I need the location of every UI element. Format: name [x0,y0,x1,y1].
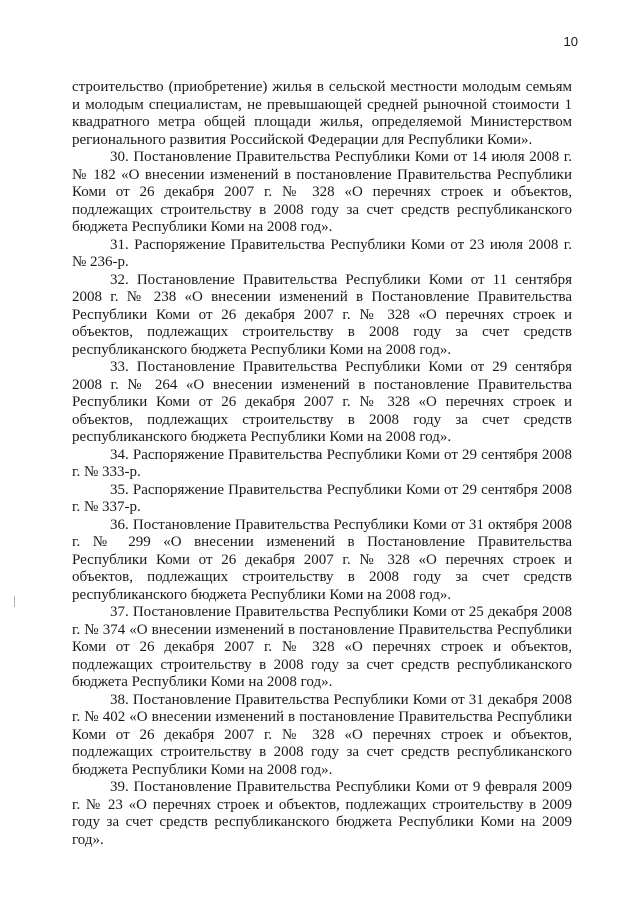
page-number: 10 [563,34,578,49]
list-item-36: 36. Постановление Правительства Республики Коми от 31 октября 2008 г. № 299 «О внесении изменений в Постановление Правительства Республики Коми от 26 декабря 2007 г. № 328 «О перечнях строек и объектов, подлежащих строительству в 2008 году за счет средств республиканского бюджета Республики Коми на 2008 год». [72,516,572,603]
list-item-34: 34. Распоряжение Правительства Республики Коми от 29 сентября 2008 г. № 333-р. [72,446,572,480]
list-item-33: 33. Постановление Правительства Республики Коми от 29 сентября 2008 г. № 264 «О внесении изменений в постановление Правительства Республики Коми от 26 декабря 2007 г. № 328 «О перечнях строек и объектов, подлежащих строительству в 2008 году за счет средств республиканского бюджета Республики Коми на 2008 год». [72,359,572,445]
list-item-37: 37. Постановление Правительства Республики Коми от 25 декабря 2008 г. № 374 «О внесении изменений в постановление Правительства Республики Коми от 26 декабря 2007 г. № 328 «О перечнях строек и объектов, подлежащих строительству в 2008 году за счет средств республиканского бюджета Республики Коми на 2008 год». [72,604,572,690]
document-body [72,79,572,849]
list-item-30: 30. Постановление Правительства Республики Коми от 14 июля 2008 г. № 182 «О внесении изменений в постановление Правительства Республики Коми от 26 декабря 2007 г. № 328 «О перечнях строек и объектов, подлежащих строительству в 2008 году за счет средств республиканского бюджета Республики Коми на 2008 год». [72,149,572,235]
list-item-35: 35. Распоряжение Правительства Республики Коми от 29 сентября 2008 г. № 337-р. [72,481,572,515]
list-item-32: 32. Постановление Правительства Республики Коми от 11 сентября 2008 г. № 238 «О внесении изменений в Постановление Правительства Республики Коми от 26 декабря 2007 г. № 328 «О перечнях строек и объектов, подлежащих строительству в 2008 году за счет средств республиканского бюджета Республики Коми на 2008 год». [72,271,572,358]
paragraph-continuation: строительство (приобретение) жилья в сельской местности молодым семьям и молодым специалистам, не превышающей средней рыночной стоимости 1 квадратного метра общей площади жилья, определяемой Министерством регионального развития Российской Федерации для Республики Коми». [72,79,572,148]
scan-mark [14,596,15,607]
list-item-38: 38. Постановление Правительства Республики Коми от 31 декабря 2008 г. № 402 «О внесении изменений в постановление Правительства Республики Коми от 26 декабря 2007 г. № 328 «О перечнях строек и объектов, подлежащих строительству в 2008 году за счет средств республиканского бюджета Республики Коми на 2008 год». [72,691,572,778]
list-item-31: 31. Распоряжение Правительства Республики Коми от 23 июля 2008 г. № 236-р. [72,236,572,270]
list-item-39: 39. Постановление Правительства Республики Коми от 9 февраля 2009 г. № 23 «О перечнях строек и объектов, подлежащих строительству в 2009 году за счет средств республиканского бюджета Республики Коми на 2009 год». [72,779,572,848]
